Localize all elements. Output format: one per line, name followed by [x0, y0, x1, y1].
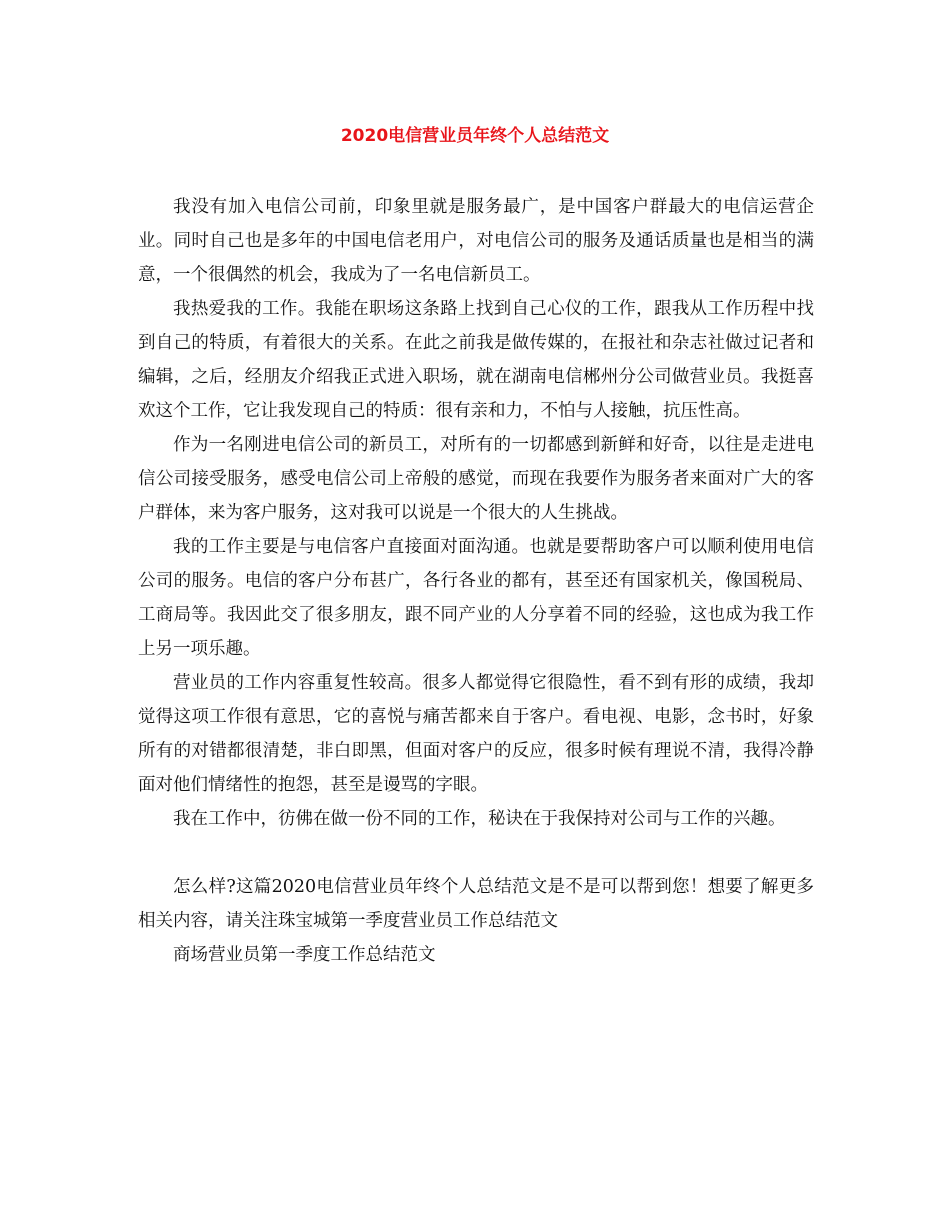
paragraph: 我在工作中，彷佛在做一份不同的工作，秘诀在于我保持对公司与工作的兴趣。 — [173, 809, 786, 829]
document-body — [138, 190, 814, 972]
paragraph: 我的工作主要是与电信客户直接面对面沟通。也就是要帮助客户可以顺利使用电信公司的服务。电信的客户分布甚广，各行各业的都有，甚至还有国家机关，像国税局、工商局等。我因此交了很多朋友，跟不同产业的人分享着不同的经验，这也成为我工作上另一项乐趣。 — [138, 537, 814, 659]
paragraph-spacer — [138, 836, 814, 870]
closing-paragraph: 怎么样?这篇2020电信营业员年终个人总结范文是不是可以帮到您！想要了解更多相关内容，请关注珠宝城第一季度营业员工作总结范文 — [138, 877, 814, 931]
paragraph: 我没有加入电信公司前，印象里就是服务最广，是中国客户群最大的电信运营企业。同时自己也是多年的中国电信老用户，对电信公司的服务及通话质量也是相当的满意，一个很偶然的机会，我成为了一名电信新员工。 — [138, 197, 814, 285]
related-article-link[interactable]: 商场营业员第一季度工作总结范文 — [173, 945, 436, 965]
paragraph: 我热爱我的工作。我能在职场这条路上找到自己心仪的工作，跟我从工作历程中找到自己的特质，有着很大的关系。在此之前我是做传媒的，在报社和杂志社做过记者和编辑，之后，经朋友介绍我正式进入职场，就在湖南电信郴州分公司做营业员。我挺喜欢这个工作，它让我发现自己的特质：很有亲和力，不怕与人接触，抗压性高。 — [138, 299, 814, 421]
paragraph: 营业员的工作内容重复性较高。很多人都觉得它很隐性，看不到有形的成绩，我却觉得这项工作很有意思，它的喜悦与痛苦都来自于客户。看电视、电影，念书时，好象所有的对错都很清楚，非白即黑，但面对客户的反应，很多时候有理说不清，我得冷静面对他们情绪性的抱怨，甚至是谩骂的字眼。 — [138, 673, 814, 795]
document-title: 2020电信营业员年终个人总结范文 — [340, 126, 610, 146]
paragraph: 作为一名刚进电信公司的新员工，对所有的一切都感到新鲜和好奇，以往是走进电信公司接受服务，感受电信公司上帝般的感觉，而现在我要作为服务者来面对广大的客户群体，来为客户服务，这对我可以说是一个很大的人生挑战。 — [138, 435, 814, 523]
